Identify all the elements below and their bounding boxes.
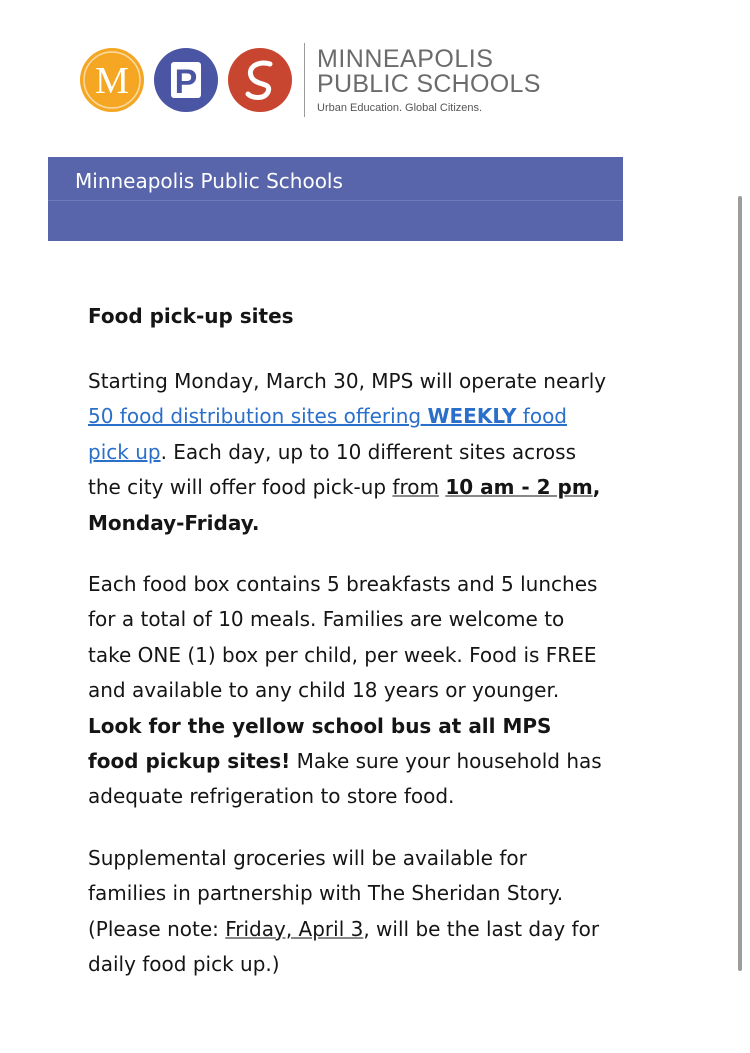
p-letter-icon	[154, 48, 218, 112]
vertical-scrollbar[interactable]	[738, 196, 742, 971]
svg-text:P: P	[174, 63, 198, 101]
link-text: 50 food distribution sites offering	[88, 404, 428, 429]
pickup-days: , Monday-Friday.	[88, 475, 601, 535]
logo-m-circle	[80, 48, 144, 112]
mps-logo	[80, 40, 541, 120]
text: Make sure your household has adequate refrigeration to store food.	[88, 749, 602, 809]
text: Each food box contains 5 breakfasts and 5 lunches for a total of 10 meals. Families are welcome to take ONE (1) box per child, per week. Food is FREE and available to any child 18 years or younger.	[88, 572, 598, 703]
logo-s-circle	[228, 48, 292, 112]
paragraph-groceries	[88, 841, 608, 983]
logo-divider	[304, 43, 305, 117]
header-banner	[48, 157, 623, 241]
logo-line-1: MINNEAPOLIS	[317, 45, 494, 73]
section-heading: Food pick-up sites	[88, 304, 294, 328]
text: . Each day, up to 10 different sites across the city will offer food pick-up	[88, 439, 576, 500]
last-day-date: Friday, April 3	[225, 916, 364, 941]
text: , will be the last day for daily food pick up.)	[88, 916, 600, 977]
logo-tagline: Urban Education. Global Citizens.	[317, 102, 483, 114]
email-body	[88, 296, 608, 1009]
text: Supplemental groceries will be available for families in partnership with The Sheridan Story. (Please note:	[88, 845, 564, 941]
text: Starting Monday, March 30, MPS will operate nearly	[88, 369, 607, 393]
logo-p-circle	[154, 48, 218, 112]
link-bold-text: WEEKLY	[427, 404, 517, 429]
link-text: food pick up	[88, 404, 568, 464]
svg-text:M: M	[95, 60, 129, 102]
from-text: from	[392, 475, 439, 500]
paragraph-schedule	[88, 364, 608, 541]
banner-divider	[48, 200, 623, 201]
s-swirl-icon	[228, 48, 292, 112]
banner-title: Minneapolis Public Schools	[75, 169, 343, 193]
logo-wordmark	[317, 46, 541, 114]
yellow-bus-note: Look for the yellow school bus at all MPS food pickup sites!	[88, 713, 552, 774]
logo-line-2: PUBLIC SCHOOLS	[317, 70, 541, 98]
m-letter-icon	[80, 48, 144, 112]
pickup-time: 10 am - 2 pm	[445, 475, 593, 500]
paragraph-food-box	[88, 567, 608, 815]
